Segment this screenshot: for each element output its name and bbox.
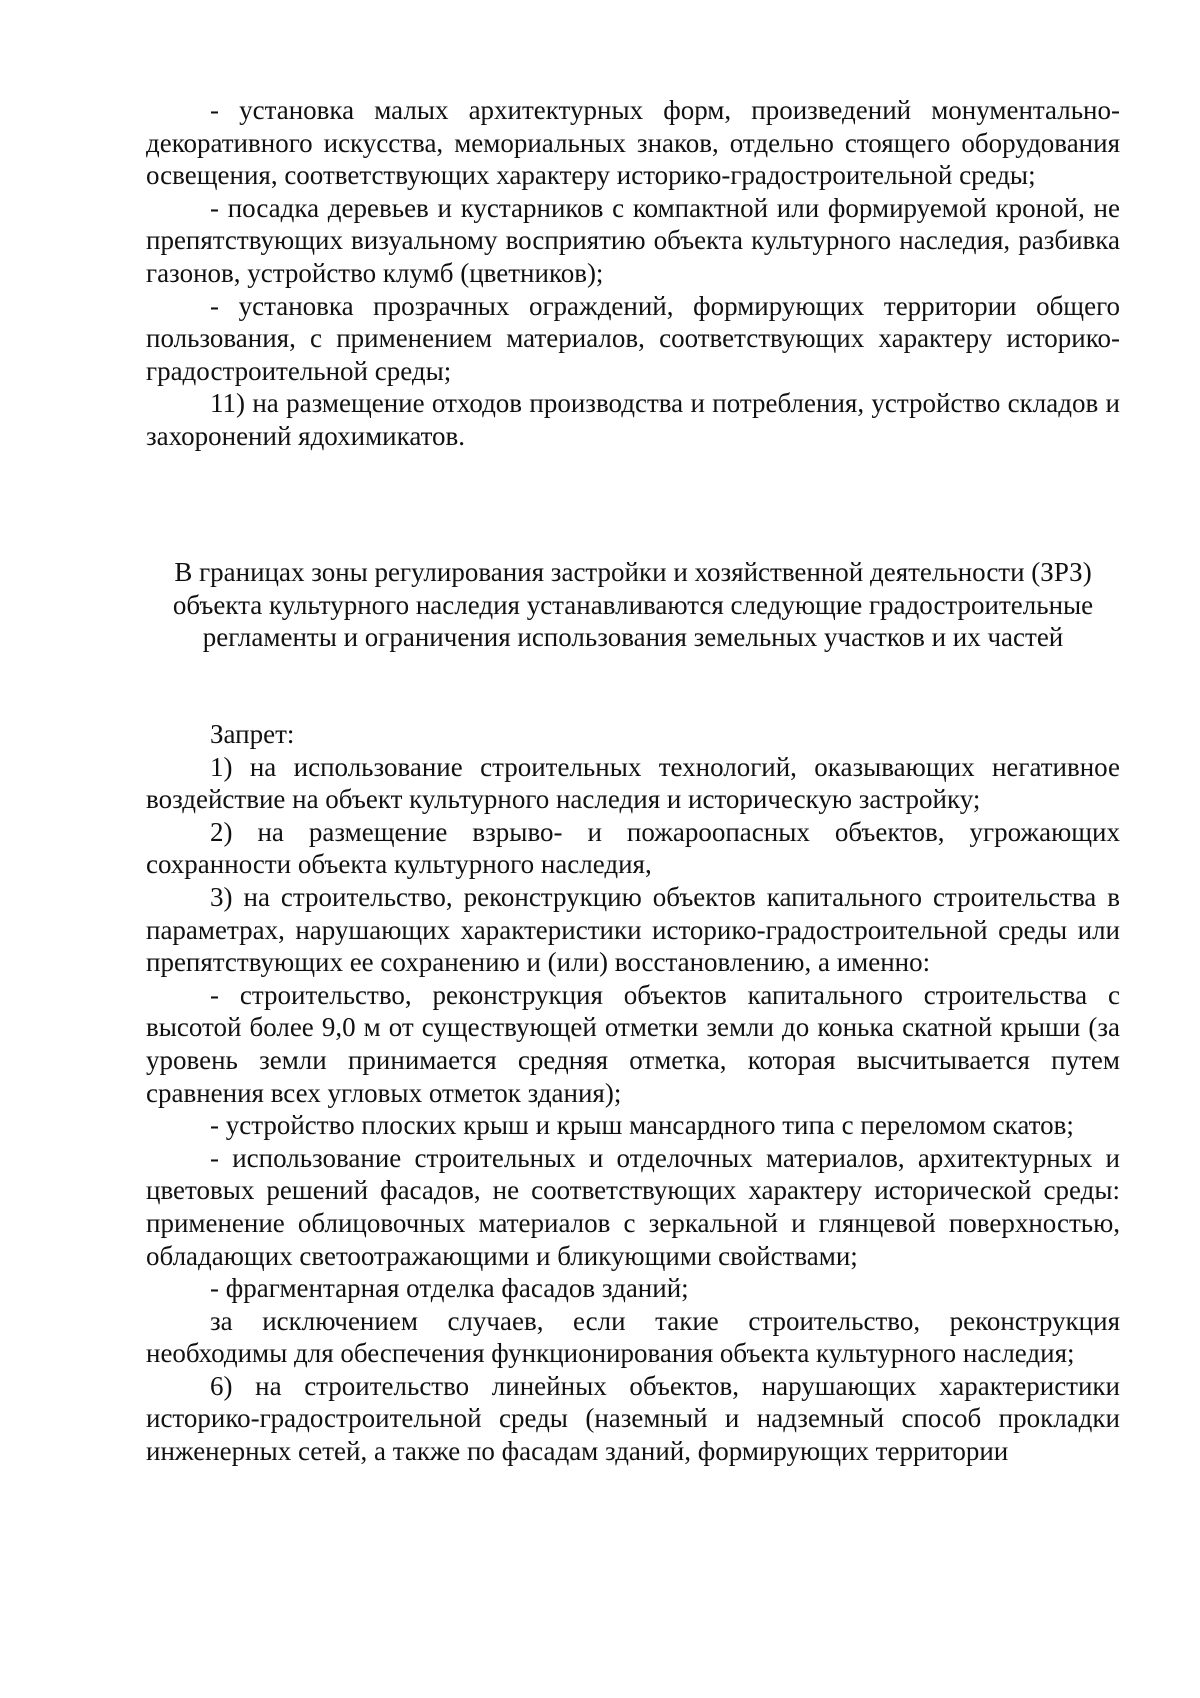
- paragraph-item-2: 2) на размещение взрыво- и пожароопасных объектов, угрожающих сохранности объекта культурного наследия,: [146, 816, 1120, 880]
- main-text-section: [146, 718, 1120, 1468]
- paragraph-exceptions: за исключением случаев, если такие строительство, реконструкция необходимы для обеспечения функционирования объекта культурного наследия;: [146, 1305, 1120, 1369]
- paragraph-item-11: 11) на размещение отходов производства и потребления, устройство складов и захоронений ядохимикатов.: [146, 388, 1120, 451]
- top-text-section: [146, 94, 1120, 453]
- paragraph-item-1: 1) на использование строительных технологий, оказывающих негативное воздействие на объект культурного наследия и историческую застройку;: [146, 751, 1120, 815]
- paragraph-planting: - посадка деревьев и кустарников с компактной или формируемой кроной, не препятствующих визуальному восприятию объекта культурного наследия, разбивка газонов, устройство клумб (цветников);: [146, 192, 1120, 288]
- paragraph-small-forms: - установка малых архитектурных форм, произведений монументально-декоративного искусства, мемориальных знаков, отдельно стоящего оборудования освещения, соответствующих характеру историко-градостроительной среды;: [146, 95, 1120, 191]
- paragraph-height-limit: - строительство, реконструкция объектов капитального строительства с высотой более 9,0 м от существующей отметки земли до конька скатной крыши (за уровень земли принимается средняя отметка, которая высчитывается путем сравнения всех угловых отметок здания);: [146, 979, 1120, 1108]
- paragraph-prohibition-label: Запрет:: [210, 719, 295, 749]
- paragraph-fences: - установка прозрачных ограждений, формирующих территории общего пользования, с применением материалов, соответствующих характеру историко-градостроительной среды;: [146, 290, 1120, 386]
- paragraph-item-6: 6) на строительство линейных объектов, нарушающих характеристики историко-градостроительной среды (наземный и надземный способ прокладки инженерных сетей, а также по фасадам зданий, формирующих территории: [146, 1370, 1120, 1467]
- paragraph-roofs: - устройство плоских крыш и крыш мансардного типа с переломом скатов;: [210, 1110, 1074, 1141]
- section-heading: В границах зоны регулирования застройки и хозяйственной деятельности (ЗРЗ) объекта культурного наследия устанавливаются следующие градостроительные регламенты и ограничения использования земельных участков и их частей: [172, 557, 1094, 653]
- paragraph-facade-finish: - фрагментарная отделка фасадов зданий;: [210, 1273, 689, 1304]
- paragraph-materials: - использование строительных и отделочных материалов, архитектурных и цветовых решений фасадов, не соответствующих характеру исторической среды: применение облицовочных материалов с зеркальной и глянцевой поверхностью, обладающих светоотражающими и бликующими свойствами;: [146, 1142, 1120, 1271]
- paragraph-item-3: 3) на строительство, реконструкцию объектов капитального строительства в параметрах, нарушающих характеристики историко-градостроительной среды или препятствующих ее сохранению и (или) восстановлению, а именно:: [146, 881, 1120, 978]
